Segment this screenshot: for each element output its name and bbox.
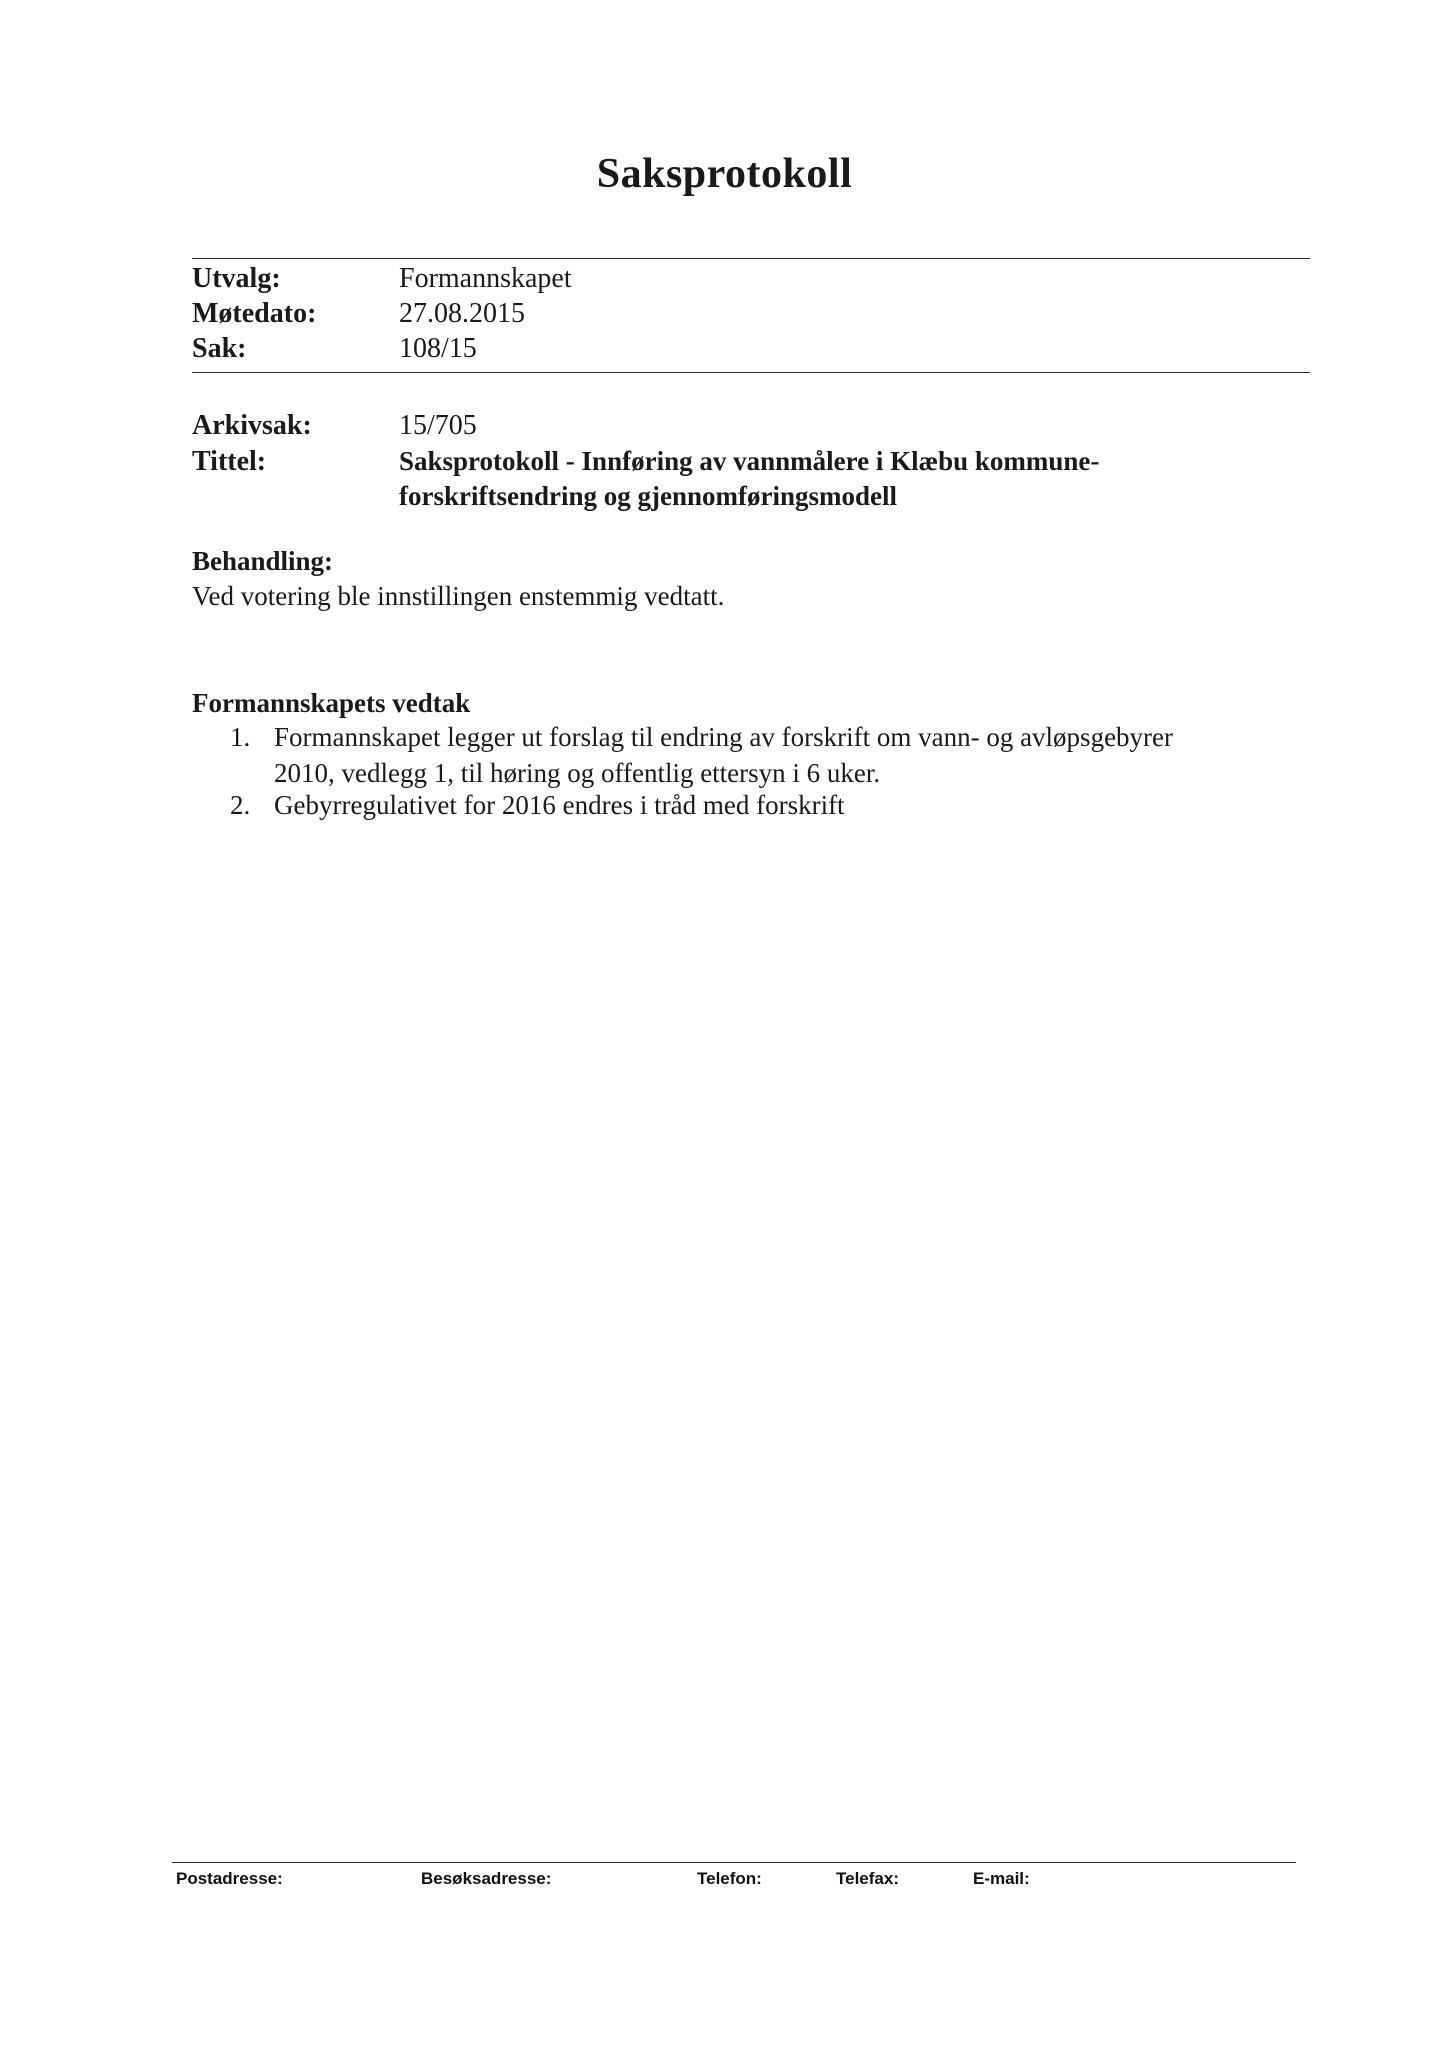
header-top-divider	[192, 258, 1310, 259]
list-item-text-line-1: Gebyrregulativet for 2016 endres i tråd med forskrift	[274, 790, 845, 820]
footer-divider	[172, 1862, 1296, 1863]
list-item-number: 1.	[230, 722, 251, 752]
tittel-line-1: Saksprotokoll - Innføring av vannmålere i Klæbu kommune-	[399, 446, 1100, 476]
footer-besoksadresse: Besøksadresse:	[421, 1869, 552, 1888]
footer-telefax: Telefax:	[836, 1869, 899, 1888]
list-item-text-line-1: Formannskapet legger ut forslag til endring av forskrift om vann- og avløpsgebyrer	[274, 722, 1174, 752]
header-bottom-divider	[192, 372, 1310, 373]
footer-email: E-mail:	[973, 1869, 1030, 1888]
footer-telefon: Telefon:	[697, 1869, 762, 1888]
page-title: Saksprotokoll	[596, 151, 853, 197]
sak-value: 108/15	[399, 333, 477, 364]
motedato-label: Møtedato:	[192, 298, 317, 329]
utvalg-value: Formannskapet	[399, 263, 572, 294]
behandling-text: Ved votering ble innstillingen enstemmig vedtatt.	[192, 581, 725, 611]
arkivsak-label: Arkivsak:	[192, 410, 312, 441]
list-item-number: 2.	[230, 790, 251, 820]
sak-label: Sak:	[192, 333, 247, 364]
list-item-text-line-2: 2010, vedlegg 1, til høring og offentlig ettersyn i 6 uker.	[274, 758, 881, 788]
footer-postadresse: Postadresse:	[176, 1869, 283, 1888]
behandling-heading: Behandling:	[192, 546, 334, 576]
vedtak-heading: Formannskapets vedtak	[192, 688, 471, 718]
arkivsak-value: 15/705	[399, 410, 477, 441]
tittel-label: Tittel:	[192, 446, 267, 477]
motedato-value: 27.08.2015	[399, 298, 525, 329]
utvalg-label: Utvalg:	[192, 263, 281, 294]
tittel-line-2: forskriftsendring og gjennomføringsmodell	[399, 481, 897, 511]
